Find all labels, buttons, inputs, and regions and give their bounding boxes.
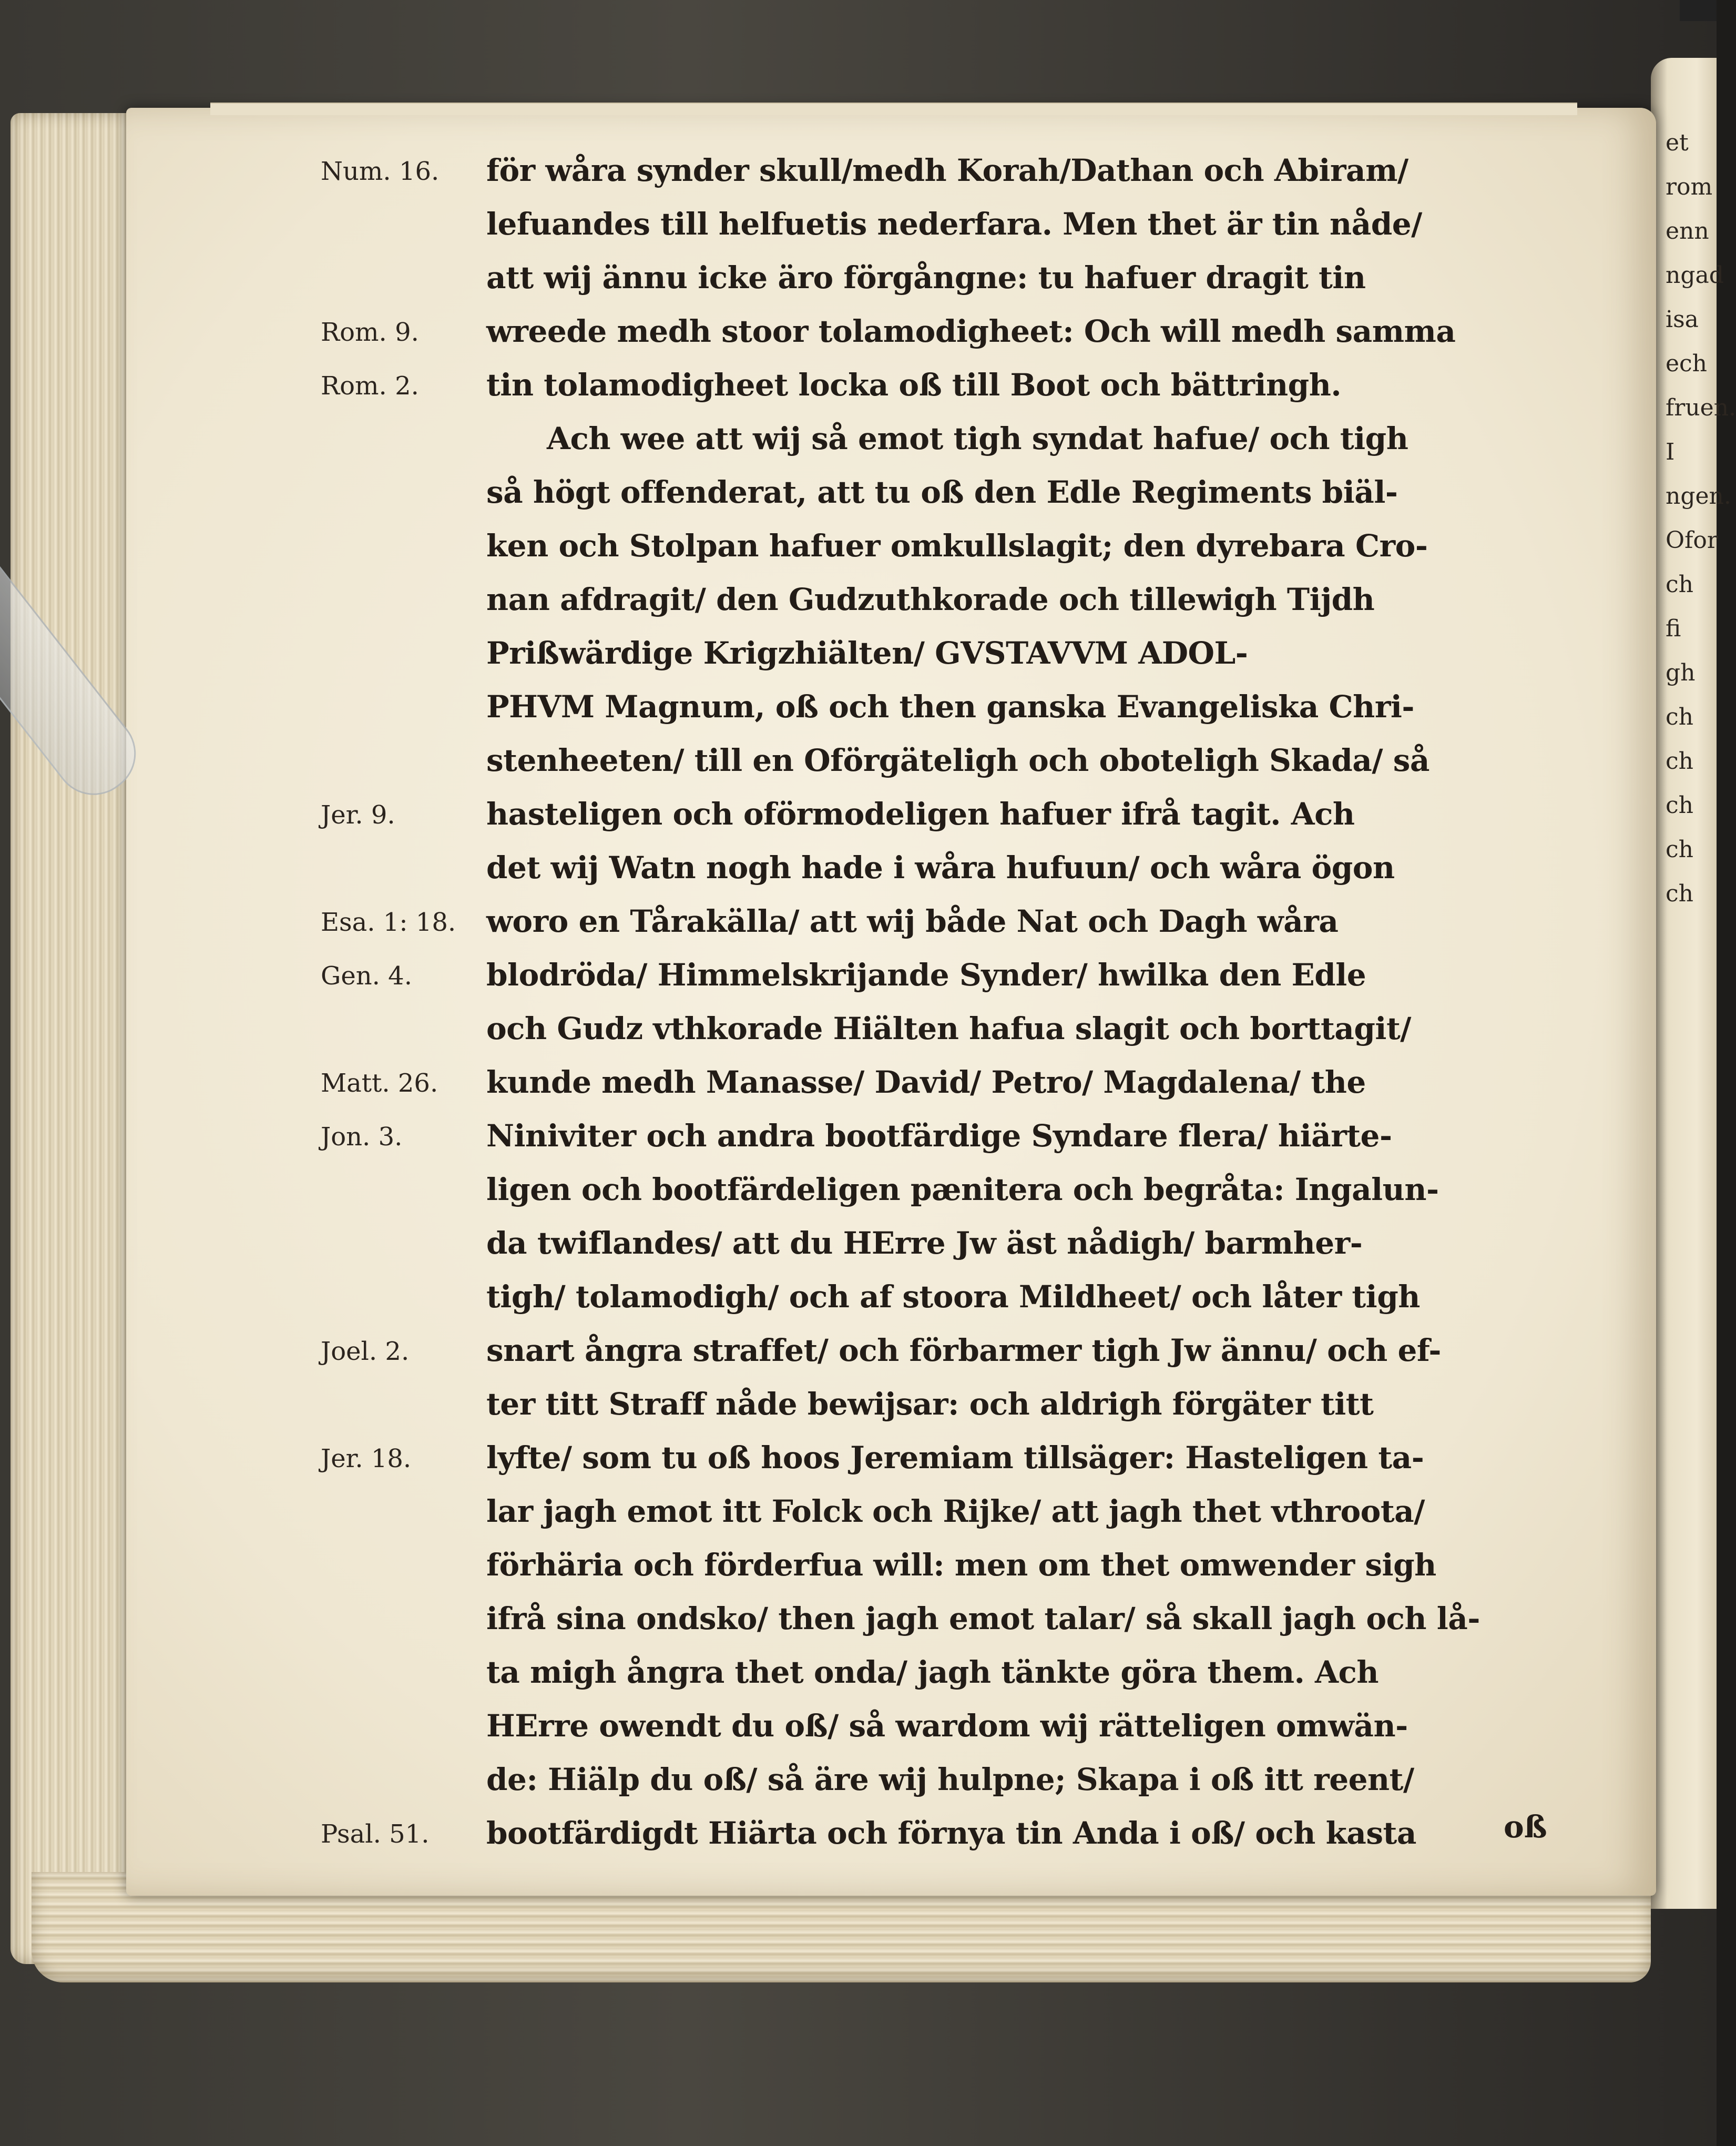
text-line: kunde medh Manasse/ David/ Petro/ Magdalena/ the [486, 1064, 1366, 1100]
facing-page-text: et rom enn ngad isa ech fruen. I ngen. Ofor ch fi gh ch ch ch ch ch [1666, 129, 1736, 907]
text-line: Prißwärdige Krigzhiälten/ GVSTAVVM ADOL- [486, 635, 1248, 671]
text-line: snart ångra straffet/ och förbarmer tigh Jw ännu/ och ef- [486, 1333, 1441, 1368]
text-line: ter titt Straff nåde bewijsar: och aldrigh förgäter titt [486, 1386, 1374, 1422]
text-line: tin tolamodigheet locka oß till Boot och bättringh. [486, 367, 1342, 403]
text-line: da twiflandes/ att du HErre Jw äst nådigh/ barmher- [486, 1225, 1363, 1261]
margin-note: Jer. 9. [321, 800, 395, 830]
text-line: tigh/ tolamodigh/ och af stoora Mildheet/ och låter tigh [486, 1279, 1420, 1315]
text-line: att wij ännu icke äro förgångne: tu hafuer dragit tin [486, 260, 1366, 296]
text-line: det wij Watn nogh hade i wåra hufuun/ och wåra ögon [486, 850, 1395, 886]
page-top-edge [210, 103, 1577, 115]
margin-note: Num. 16. [321, 157, 440, 186]
text-line: ken och Stolpan hafuer omkullslagit; den dyrebara Cro- [486, 528, 1428, 564]
text-line: lar jagh emot itt Folck och Rijke/ att jagh thet vthroota/ [486, 1493, 1425, 1529]
text-line: Ach wee att wij så emot tigh syndat hafue/ och tigh [547, 421, 1408, 456]
text-line: hasteligen och oförmodeligen hafuer ifrå tagit. Ach [486, 796, 1355, 832]
text-line: bootfärdigdt Hiärta och förnya tin Anda i oß/ och kasta [486, 1815, 1416, 1851]
text-line: förhäria och förderfua will: men om thet omwender sigh [486, 1547, 1436, 1583]
catchword: oß [1504, 1809, 1547, 1845]
margin-note: Psal. 51. [321, 1819, 430, 1849]
text-line: för wåra synder skull/medh Korah/Dathan och Abiram/ [486, 152, 1408, 188]
text-line: stenheeten/ till en Oförgäteligh och oboteligh Skada/ så [486, 743, 1429, 778]
margin-note: Matt. 26. [321, 1069, 438, 1098]
margin-note: Esa. 1: 18. [321, 908, 456, 937]
text-line: de: Hiälp du oß/ så äre wij hulpne; Skapa i oß itt reent/ [486, 1762, 1414, 1797]
text-line: så högt offenderat, att tu oß den Edle Regiments biäl- [486, 474, 1398, 510]
text-line: ifrå sina ondsko/ then jagh emot talar/ så skall jagh och lå- [486, 1601, 1480, 1636]
text-line: blodröda/ Himmelskrijande Synder/ hwilka den Edle [486, 957, 1366, 993]
text-line: lyfte/ som tu oß hoos Jeremiam tillsäger: Hasteligen ta- [486, 1440, 1424, 1476]
text-line: och Gudz vthkorade Hiälten hafua slagit och borttagit/ [486, 1011, 1411, 1046]
text-line: nan afdragit/ den Gudzuthkorade och tillewigh Tijdh [486, 582, 1375, 617]
color-calibration-card [1680, 0, 1717, 21]
text-line: HErre owendt du oß/ så wardom wij rätteligen omwän- [486, 1708, 1408, 1744]
text-line: ligen och bootfärdeligen pænitera och begråta: Ingalun- [486, 1172, 1439, 1207]
text-line: ta migh ångra thet onda/ jagh tänkte göra them. Ach [486, 1654, 1378, 1690]
text-line: Niniviter och andra bootfärdige Syndare flera/ hiärte- [486, 1118, 1392, 1154]
margin-note: Jon. 3. [321, 1122, 403, 1152]
text-line: woro en Tårakälla/ att wij både Nat och Dagh wåra [486, 903, 1339, 939]
margin-note: Rom. 2. [321, 371, 419, 401]
text-line: wreede medh stoor tolamodigheet: Och will medh samma [486, 313, 1456, 349]
text-line: PHVM Magnum, oß och then ganska Evangeliska Chri- [486, 689, 1414, 725]
margin-note: Joel. 2. [321, 1337, 410, 1366]
margin-note: Jer. 18. [321, 1444, 412, 1473]
margin-note: Rom. 9. [321, 318, 419, 347]
text-line: lefuandes till helfuetis nederfara. Men thet är tin nåde/ [486, 206, 1422, 242]
margin-note: Gen. 4. [321, 961, 412, 991]
